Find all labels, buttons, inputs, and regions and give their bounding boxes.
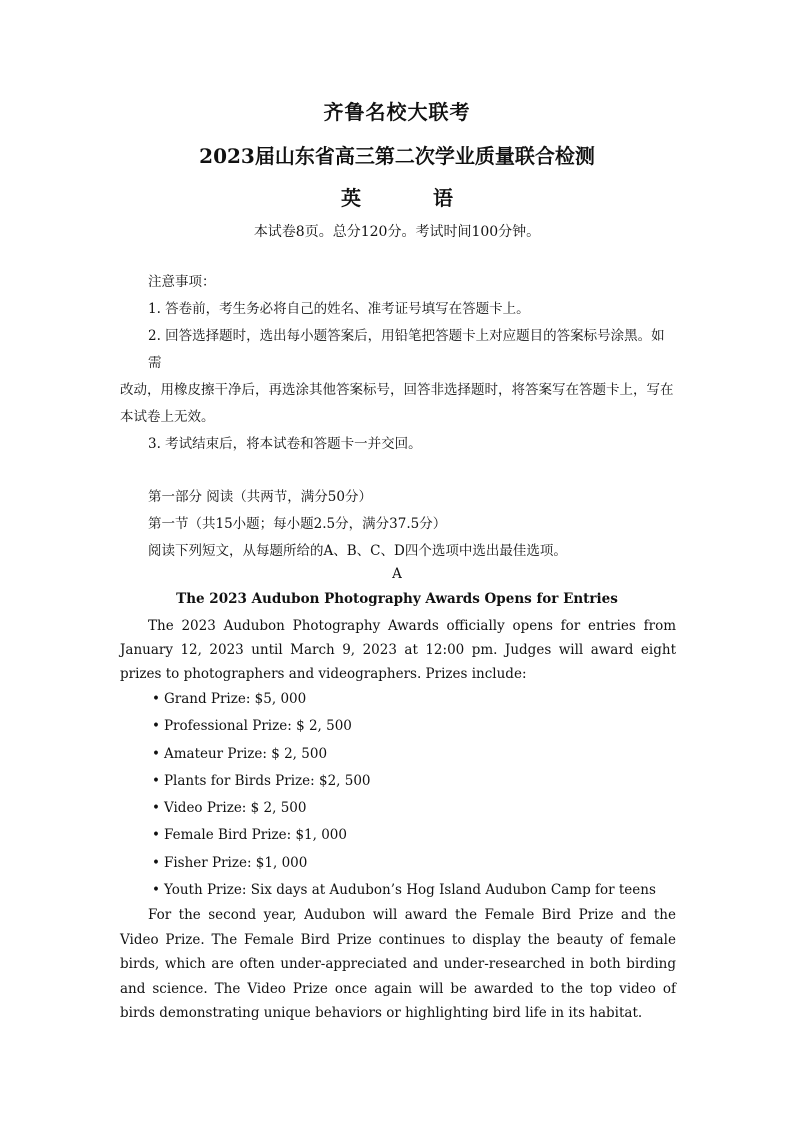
instructions-block: [120, 269, 678, 458]
prize-item: • Plants for Birds Prize: $2, 500: [152, 768, 672, 795]
instruction-item-1: 1. 答卷前，考生务必将自己的姓名、准考证号填写在答题卡上。: [148, 301, 530, 317]
passage-title: The 2023 Audubon Photography Awards Opens for Entries: [176, 591, 618, 607]
passage-letter: A: [392, 566, 402, 582]
exam-title: 2023届山东省高三第二次学业质量联合检测: [199, 144, 595, 168]
prize-list: [152, 686, 672, 904]
prize-item: • Female Bird Prize: $1, 000: [152, 822, 672, 849]
exam-meta: 本试卷8页。总分120分。考试时间100分钟。: [253, 224, 541, 240]
part-heading: 第一部分 阅读（共两节，满分50分）: [148, 489, 372, 505]
prize-item: • Grand Prize: $5, 000: [152, 686, 672, 713]
prize-item: • Youth Prize: Six days at Audubon’s Hog Island Audubon Camp for teens: [152, 877, 672, 904]
prize-item: • Fisher Prize: $1, 000: [152, 850, 672, 877]
instruction-item-2: 2. 回答选择题时，选出每小题答案后，用铅笔把答题卡上对应题目的答案标号涂黑。如需: [148, 328, 665, 371]
prize-item: • Professional Prize: $ 2, 500: [152, 713, 672, 740]
prize-item: • Video Prize: $ 2, 500: [152, 795, 672, 822]
subject-title: 英 语: [341, 186, 479, 210]
paragraph-text: The 2023 Audubon Photography Awards officially opens for entries from January 12, 2023 until March 9, 2023 at 12:00 pm. Judges will award eight prizes to photographers and videographers. Prizes include:: [120, 618, 676, 682]
prize-item: • Amateur Prize: $ 2, 500: [152, 741, 672, 768]
exam-series-title: 齐鲁名校大联考: [323, 100, 471, 124]
instructions-heading: 注意事项：: [148, 274, 216, 290]
section-instruction: 阅读下列短文，从每题所给的A、B、C、D四个选项中选出最佳选项。: [148, 543, 567, 559]
passage-paragraph-2: [120, 903, 676, 1026]
instruction-item-2-continued: 改动，用橡皮擦干净后，再选涂其他答案标号，回答非选择题时，将答案写在答题卡上，写在本试卷上无效。: [120, 382, 674, 425]
section-header: [148, 484, 678, 565]
subsection-heading: 第一节（共15小题；每小题2.5分，满分37.5分）: [148, 516, 447, 532]
paragraph-text: For the second year, Audubon will award the Female Bird Prize and the Video Prize. The Female Bird Prize continues to display the beauty of female birds, which are often under-appreciated and under-researched in both birding and science. The Video Prize once again will be awarded to the top video of birds demonstrating unique behaviors or highlighting bird life in its habitat.: [120, 907, 676, 1021]
instruction-item-3: 3. 考试结束后，将本试卷和答题卡一并交回。: [148, 436, 422, 452]
passage-paragraph-1: [120, 614, 676, 686]
